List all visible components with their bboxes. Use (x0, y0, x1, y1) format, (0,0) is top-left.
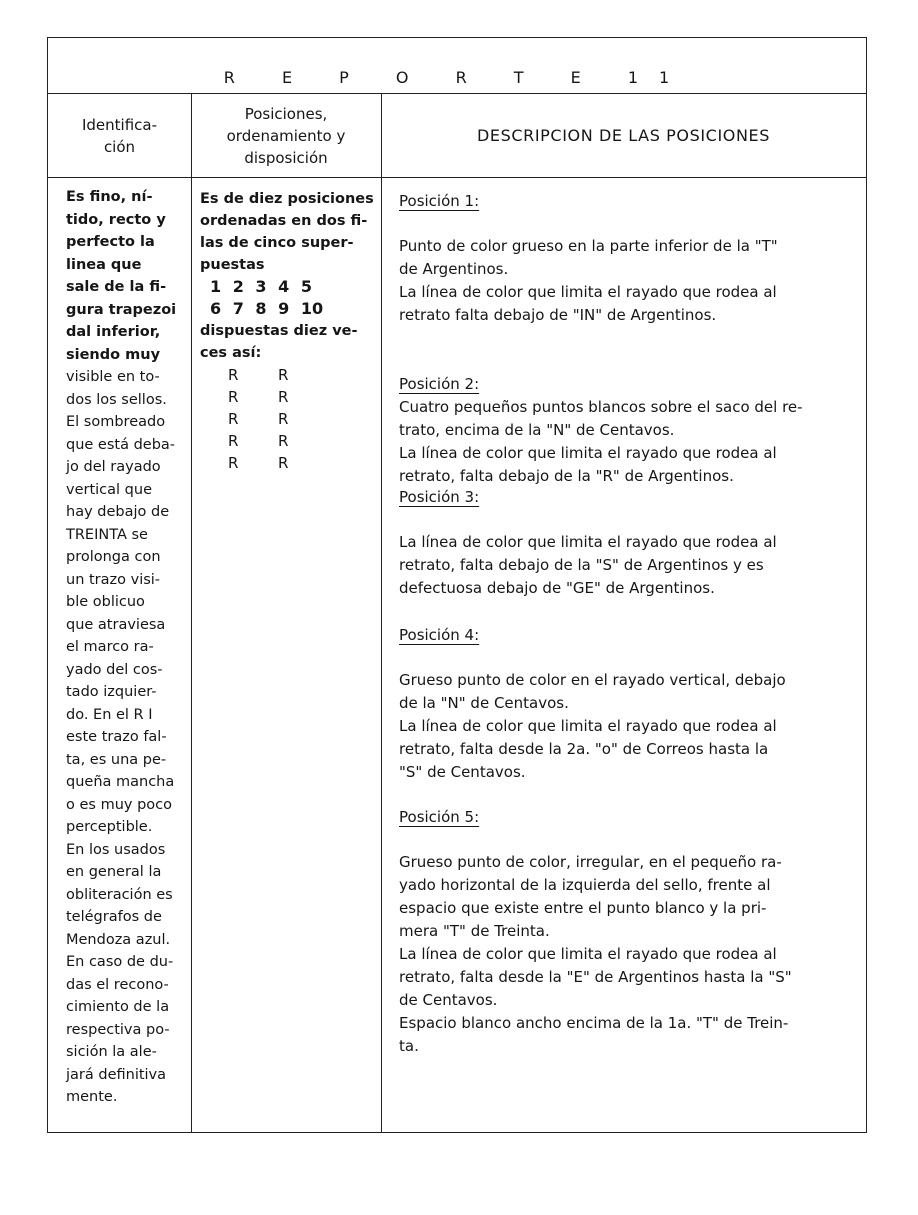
description-line: La línea de color que limita el rayado que rodea al (399, 945, 777, 963)
description-line: de Argentinos. (399, 260, 509, 278)
disposition-cell: R (228, 366, 239, 384)
header-posiciones-line: ordenamiento y (226, 126, 346, 145)
posiciones-text-line: dispuestas diez ve- (200, 323, 358, 339)
identificacion-column (48, 178, 191, 1132)
description-line: de la "N" de Centavos. (399, 694, 569, 712)
disposition-cell: R (228, 454, 239, 472)
description-line: retrato, falta desde la "E" de Argentinos hasta la "S" (399, 968, 792, 986)
identificacion-line: el marco ra- (66, 639, 154, 655)
identificacion-line: perceptible. (66, 819, 153, 835)
identificacion-line: Mendoza azul. (66, 931, 171, 948)
header-posiciones (191, 94, 381, 178)
description-line: Cuatro pequeños puntos blancos sobre el saco del re- (399, 398, 803, 416)
disposition-cell: R (278, 366, 289, 384)
identificacion-line: Es fino, ní- (66, 189, 153, 205)
description-line: trato, encima de la "N" de Centavos. (399, 421, 675, 439)
header-descripcion: DESCRIPCION DE LAS POSICIONES (381, 94, 866, 178)
position-heading: Posición 2: (399, 375, 480, 393)
identificacion-line: El sombreado (66, 414, 166, 430)
identificacion-line: tido, recto y (66, 211, 166, 228)
identificacion-line: tado izquier- (66, 684, 157, 700)
identificacion-line: este trazo fal- (66, 729, 167, 745)
disposition-row (200, 452, 381, 474)
disposition-row (200, 430, 381, 452)
identificacion-line: ta, es una pe- (66, 751, 167, 768)
identificacion-line: linea que (66, 256, 142, 273)
description-line: "S" de Centavos. (399, 763, 526, 781)
position-heading: Posición 4: (399, 626, 480, 644)
position-block (399, 373, 867, 488)
header-posiciones-line: Posiciones, (244, 104, 328, 123)
identificacion-line: hay debajo de (66, 504, 170, 520)
description-line: Grueso punto de color, irregular, en el pequeño ra- (399, 853, 782, 871)
descripcion-column (381, 178, 866, 1132)
description-line: de Centavos. (399, 991, 498, 1009)
disposition-cell: R (278, 432, 289, 450)
disposition-cell: R (278, 410, 289, 428)
disposition-row (200, 364, 381, 386)
identificacion-line: vertical que (66, 481, 152, 498)
description-line: retrato, falta debajo de la "S" de Argentinos y es (399, 556, 764, 574)
description-line: Punto de color grueso en la parte inferior de la "T" (399, 237, 778, 255)
identificacion-line: obliteración es (66, 886, 173, 903)
description-line: La línea de color que limita el rayado que rodea al (399, 717, 777, 735)
identificacion-line: queña mancha (66, 774, 175, 790)
header-identificacion-line: Identifica- (81, 115, 158, 134)
description-line: Espacio blanco ancho encima de la 1a. "T" de Trein- (399, 1014, 789, 1032)
description-line: La línea de color que limita el rayado que rodea al (399, 283, 777, 301)
identificacion-line: un trazo visi- (66, 571, 161, 588)
description-line: retrato, falta debajo de la "R" de Argentinos. (399, 467, 734, 485)
disposition-grid (200, 364, 381, 474)
identificacion-line: jo del rayado (66, 459, 161, 475)
identificacion-line: sale de la fi- (66, 279, 167, 295)
header-identificacion (48, 94, 191, 178)
position-heading: Posición 3: (399, 488, 480, 506)
posiciones-column (191, 178, 381, 1132)
identificacion-line: do. En el R I (66, 706, 153, 723)
identificacion-line: o es muy poco (66, 796, 172, 813)
position-block (399, 806, 867, 1058)
position-numbers-row: 1 2 3 4 5 (210, 277, 312, 296)
header-posiciones-line: disposición (244, 148, 328, 167)
identificacion-line: das el recono- (66, 976, 169, 993)
identificacion-line: cimiento de la (66, 999, 170, 1015)
position-block (399, 190, 867, 327)
identificacion-line: siendo muy (66, 346, 161, 363)
description-line: Grueso punto de color en el rayado vertical, debajo (399, 671, 786, 689)
disposition-row (200, 408, 381, 430)
description-line: mera "T" de Treinta. (399, 922, 550, 940)
disposition-cell: R (228, 432, 239, 450)
identificacion-line: TREINTA se (66, 526, 148, 543)
position-block (399, 486, 867, 600)
identificacion-line: respectiva po- (66, 1021, 170, 1038)
identificacion-line: jará definitiva (66, 1066, 167, 1083)
identificacion-line: que atraviesa (66, 616, 166, 633)
identificacion-line: que está deba- (66, 436, 176, 453)
position-numbers-row: 6 7 8 9 10 (210, 299, 324, 318)
identificacion-line: en general la (66, 864, 162, 880)
description-line: espacio que existe entre el punto blanco y la pri- (399, 899, 767, 917)
disposition-row (200, 386, 381, 408)
description-line: La línea de color que limita el rayado que rodea al (399, 533, 777, 551)
identificacion-line: sición la ale- (66, 1044, 157, 1060)
description-line: ta. (399, 1037, 419, 1055)
identificacion-line: ble oblicuo (66, 594, 145, 610)
posiciones-text-line: puestas (200, 257, 265, 273)
description-line: defectuosa debajo de "GE" de Argentinos. (399, 579, 715, 597)
identificacion-line: dal inferior, (66, 324, 161, 340)
identificacion-line: yado del cos- (66, 661, 163, 678)
identificacion-line: En los usados (66, 841, 166, 858)
description-line: La línea de color que limita el rayado que rodea al (399, 444, 777, 462)
identificacion-line: visible en to- (66, 369, 160, 385)
description-line: retrato, falta desde la 2a. "o" de Correos hasta la (399, 740, 769, 758)
identificacion-line: prolonga con (66, 549, 161, 565)
identificacion-line: telégrafos de (66, 909, 162, 925)
posiciones-text-line: ces así: (200, 345, 262, 361)
report-table (47, 37, 867, 1133)
disposition-cell: R (228, 388, 239, 406)
identificacion-line: gura trapezoi (66, 301, 177, 318)
posiciones-text-line: ordenadas en dos fi- (200, 213, 368, 229)
posiciones-text-line: las de cinco super- (200, 235, 354, 251)
identificacion-line: perfecto la (66, 234, 155, 250)
description-line: yado horizontal de la izquierda del sello, frente al (399, 876, 771, 894)
identificacion-line: mente. (66, 1089, 118, 1105)
disposition-cell: R (228, 410, 239, 428)
position-block (399, 624, 867, 784)
report-title: R E P O R T E 11 (48, 38, 866, 94)
disposition-cell: R (278, 388, 289, 406)
posiciones-text-line: Es de diez posiciones (200, 191, 374, 207)
identificacion-line: En caso de du- (66, 954, 174, 970)
position-heading: Posición 5: (399, 808, 480, 826)
disposition-cell: R (278, 454, 289, 472)
position-heading: Posición 1: (399, 192, 480, 210)
header-identificacion-line: ción (103, 137, 136, 156)
identificacion-line: dos los sellos. (66, 391, 167, 408)
description-line: retrato falta debajo de "IN" de Argentinos. (399, 306, 717, 324)
